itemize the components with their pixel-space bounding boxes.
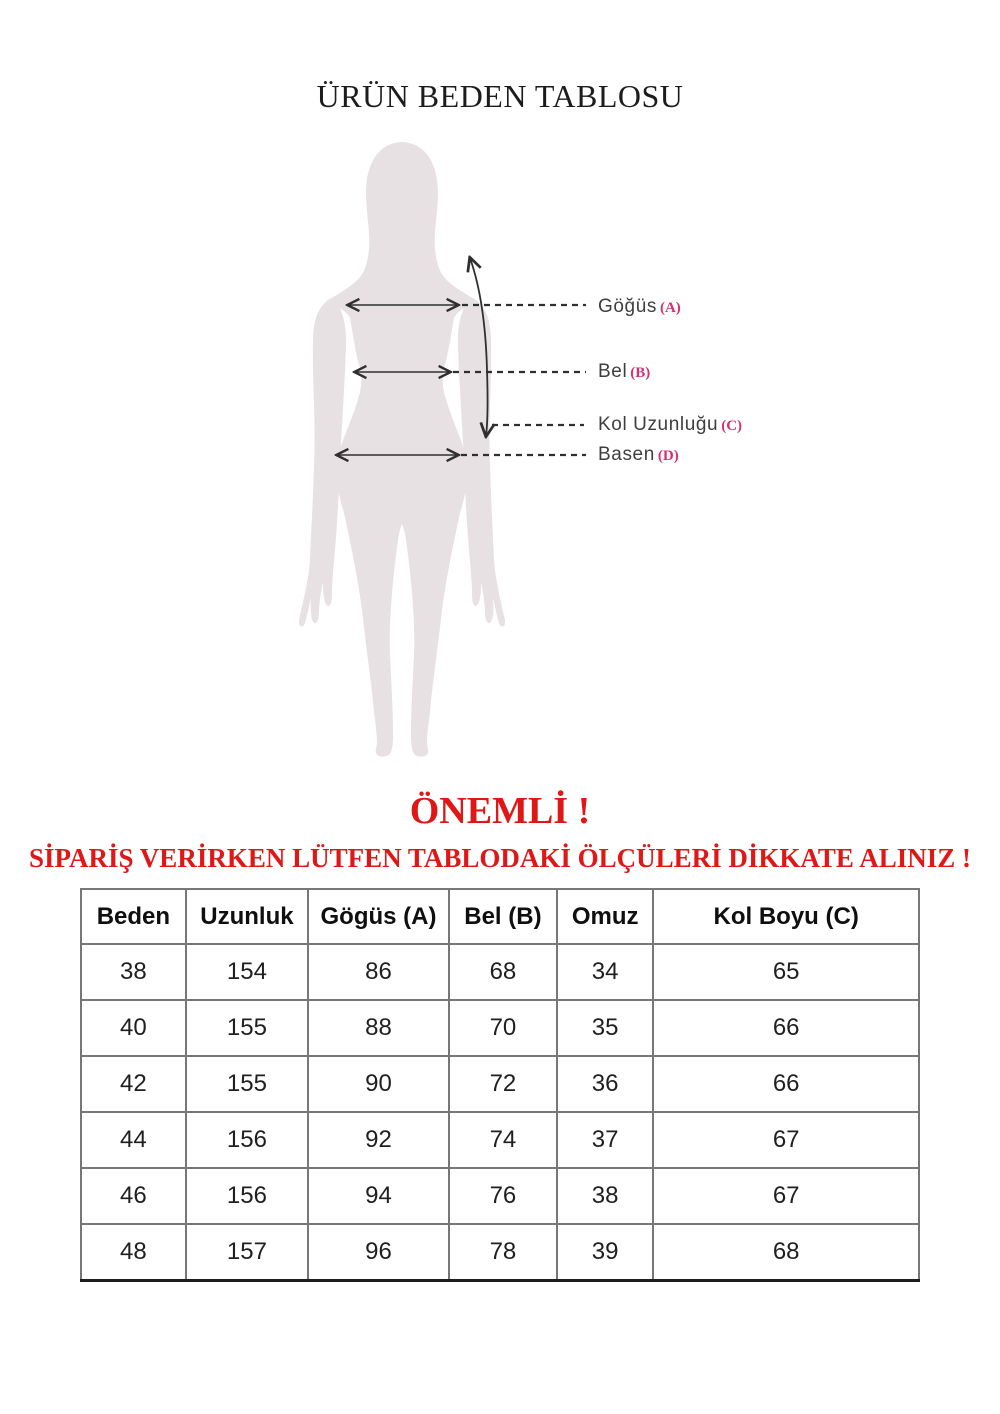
- table-row: [81, 1056, 919, 1112]
- table-row: [81, 944, 919, 1000]
- warning-text: SİPARİŞ VERİRKEN LÜTFEN TABLODAKİ ÖLÇÜLERİ DİKKATE ALINIZ !: [29, 843, 971, 873]
- table-cell: 155: [186, 1000, 308, 1056]
- right-arm-silhouette: [458, 298, 505, 627]
- measure-label-text: Göğüs: [598, 296, 657, 317]
- table-cell: 44: [81, 1112, 186, 1168]
- measure-label-basen: [598, 444, 679, 466]
- table-cell: 40: [81, 1000, 186, 1056]
- table-cell: 67: [653, 1168, 919, 1224]
- important-heading: ÖNEMLİ !: [409, 790, 591, 832]
- table-cell: 86: [308, 944, 449, 1000]
- column-header-beden: Beden: [81, 889, 186, 944]
- table-cell: 155: [186, 1056, 308, 1112]
- table-cell: 156: [186, 1168, 308, 1224]
- measure-label-text: Kol Uzunluğu: [598, 414, 719, 435]
- table-cell: 36: [557, 1056, 653, 1112]
- measure-label-letter: (D): [657, 448, 679, 464]
- table-cell: 34: [557, 944, 653, 1000]
- table-row: [81, 1224, 919, 1280]
- table-cell: 88: [308, 1000, 449, 1056]
- column-header-uzunluk: Uzunluk: [186, 889, 308, 944]
- table-row: [81, 1168, 919, 1224]
- measure-label-letter: (B): [630, 365, 651, 381]
- measure-label-letter: (C): [721, 418, 743, 434]
- table-cell: 37: [557, 1112, 653, 1168]
- table-cell: 66: [653, 1056, 919, 1112]
- column-header-omuz: Omuz: [557, 889, 653, 944]
- table-cell: 156: [186, 1112, 308, 1168]
- table-cell: 39: [557, 1224, 653, 1280]
- table-row: [81, 1112, 919, 1168]
- measure-label-bel: [598, 361, 650, 383]
- table-cell: 38: [557, 1168, 653, 1224]
- measurement-figure: [280, 130, 760, 770]
- table-cell: 35: [557, 1000, 653, 1056]
- column-header-kol-boyu: Kol Boyu (C): [653, 889, 919, 944]
- table-cell: 38: [81, 944, 186, 1000]
- size-table-header-row: [81, 889, 919, 944]
- table-cell: 96: [308, 1224, 449, 1280]
- column-header-gogus: Gögüs (A): [308, 889, 449, 944]
- female-silhouette-svg: [280, 130, 760, 770]
- table-cell: 72: [449, 1056, 557, 1112]
- table-cell: 70: [449, 1000, 557, 1056]
- table-cell: 66: [653, 1000, 919, 1056]
- measure-label-text: Basen: [598, 444, 655, 465]
- table-cell: 92: [308, 1112, 449, 1168]
- table-cell: 42: [81, 1056, 186, 1112]
- table-cell: 90: [308, 1056, 449, 1112]
- table-cell: 74: [449, 1112, 557, 1168]
- table-cell: 78: [449, 1224, 557, 1280]
- table-cell: 48: [81, 1224, 186, 1280]
- table-cell: 157: [186, 1224, 308, 1280]
- table-row: [81, 1000, 919, 1056]
- table-cell: 67: [653, 1112, 919, 1168]
- table-cell: 68: [449, 944, 557, 1000]
- left-arm-silhouette: [299, 298, 346, 627]
- table-cell: 154: [186, 944, 308, 1000]
- size-table: [80, 888, 920, 1282]
- size-table-body: [81, 944, 919, 1280]
- table-cell: 76: [449, 1168, 557, 1224]
- table-cell: 46: [81, 1168, 186, 1224]
- measure-label-text: Bel: [598, 361, 628, 382]
- page-title: ÜRÜN BEDEN TABLOSU: [316, 78, 684, 114]
- female-body-silhouette: [327, 142, 477, 757]
- measure-label-kol-uzunlugu: [598, 414, 742, 436]
- column-header-bel: Bel (B): [449, 889, 557, 944]
- measure-label-gogus: [598, 296, 681, 318]
- measure-label-letter: (A): [659, 300, 681, 316]
- table-cell: 68: [653, 1224, 919, 1280]
- table-cell: 94: [308, 1168, 449, 1224]
- table-cell: 65: [653, 944, 919, 1000]
